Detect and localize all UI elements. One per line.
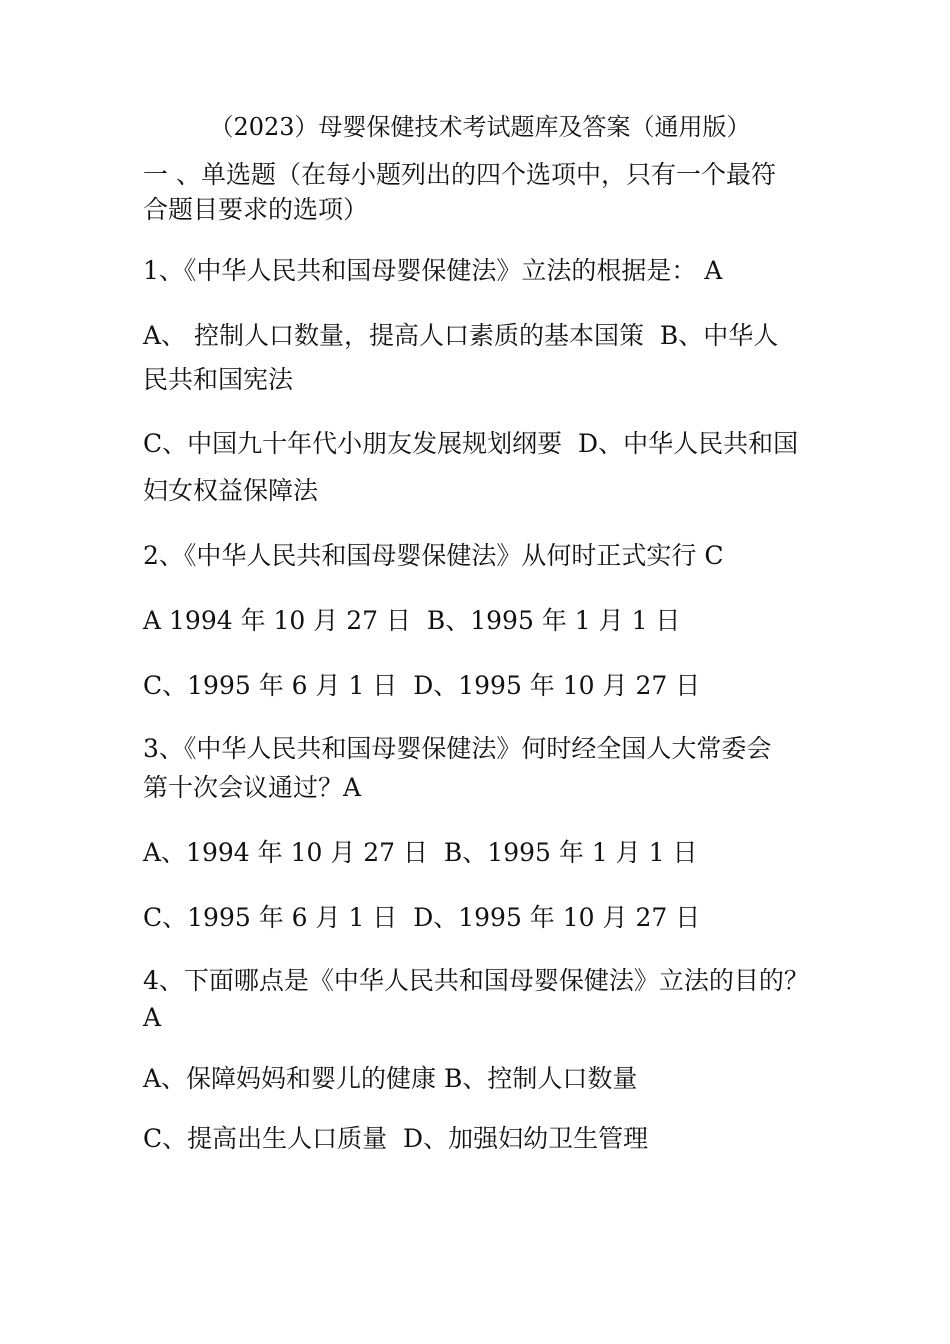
section-heading-line-2: 合题目要求的选项） <box>143 195 369 224</box>
document-title: （2023）母婴保健技术考试题库及答案（通用版） <box>209 113 751 141</box>
question-1-options-ab-line-1: A、 控制人口数量，提高人口素质的基本国策 B、中华人 <box>143 321 779 350</box>
question-1-options-cd-line-1: C、中国九十年代小朋友发展规划纲要 D、中华人民共和国 <box>143 429 799 458</box>
section-heading-line-1: 一 、单选题（在每小题列出的四个选项中，只有一个最符 <box>143 160 776 189</box>
question-4-stem-line-1: 4、下面哪点是《中华人民共和国母婴保健法》立法的目的？ <box>143 966 809 995</box>
question-3-stem-line-2: 第十次会议通过？A <box>143 773 362 802</box>
question-1-stem: 1、《中华人民共和国母婴保健法》立法的根据是： A <box>143 256 723 285</box>
question-1-options-cd-line-2: 妇女权益保障法 <box>143 476 319 505</box>
question-2-stem: 2、《中华人民共和国母婴保健法》从何时正式实行 C <box>143 541 724 570</box>
question-3-options-ab: A、1994 年 10 月 27 日 B、1995 年 1 月 1 日 <box>143 838 698 867</box>
question-3-options-cd: C、1995 年 6 月 1 日 D、1995 年 10 月 27 日 <box>143 903 701 932</box>
question-4-stem-line-2: A <box>143 1003 162 1032</box>
question-1-options-ab-line-2: 民共和国宪法 <box>143 365 294 394</box>
question-4-options-ab: A、保障妈妈和婴儿的健康 B、控制人口数量 <box>143 1064 638 1093</box>
question-2-options-cd: C、1995 年 6 月 1 日 D、1995 年 10 月 27 日 <box>143 671 701 700</box>
question-2-options-ab: A 1994 年 10 月 27 日 B、1995 年 1 月 1 日 <box>143 606 681 635</box>
question-4-options-cd: C、提高出生人口质量 D、加强妇幼卫生管理 <box>143 1124 649 1153</box>
question-3-stem-line-1: 3、《中华人民共和国母婴保健法》何时经全国人大常委会 <box>143 734 772 763</box>
